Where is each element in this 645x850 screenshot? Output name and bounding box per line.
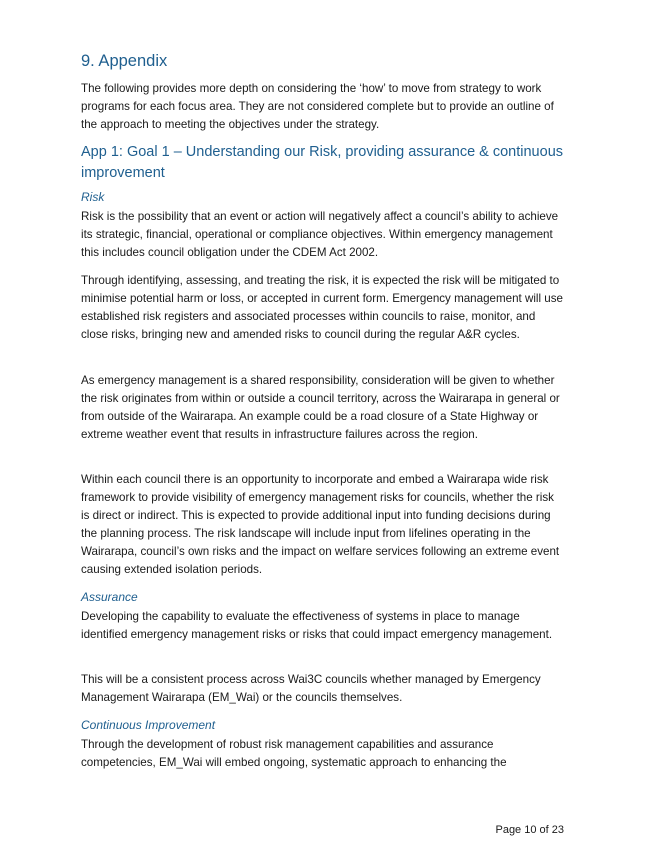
appendix-1-heading: App 1: Goal 1 – Understanding our Risk, providing assurance & continuous improvement xyxy=(81,144,564,181)
continuous-improvement-paragraph-1: Through the development of robust risk management capabilities and assurance competencies, EM_Wai will embed ongoing, systematic approach to enhancing the xyxy=(81,738,507,770)
assurance-paragraph-2: This will be a consistent process across Wai3C councils whether managed by Emergency Management Wairarapa (EM_Wai) or the councils themselves. xyxy=(81,673,541,705)
risk-paragraph-4: Within each council there is an opportunity to incorporate and embed a Wairarapa wide risk framework to provide visibility of emergency management risks for councils, whether the risk is direct or indirect. This is expected to provide additional input into funding decisions during the planning process. The risk landscape will include input from lifelines operating in the Wairarapa, council’s own risks and the impact on welfare services following an extreme event causing extended isolation periods. xyxy=(81,473,560,577)
page-number: Page 10 of 23 xyxy=(495,824,564,836)
continuous-improvement-heading: Continuous Improvement xyxy=(81,718,216,732)
risk-heading: Risk xyxy=(81,190,105,204)
risk-paragraph-3: As emergency management is a shared responsibility, consideration will be given to whether the risk originates from within or outside a council territory, across the Wairarapa in general or from outside of the Wairarapa. An example could be a road closure of a State Highway or extreme weather event that results in infrastructure failures across the region. xyxy=(81,374,560,442)
intro-paragraph: The following provides more depth on considering the ‘how’ to move from strategy to work programs for each focus area. They are not considered complete but to provide an outline of the approach to meeting the objectives under the strategy. xyxy=(81,82,554,132)
assurance-paragraph-1: Developing the capability to evaluate the effectiveness of systems in place to manage identified emergency management risks or risks that could impact emergency management. xyxy=(81,610,553,642)
assurance-heading: Assurance xyxy=(81,590,138,604)
risk-paragraph-1: Risk is the possibility that an event or action will negatively affect a council’s ability to achieve its strategic, financial, operational or compliance objectives. Within emergency management this includes council obligation under the CDEM Act 2002. xyxy=(81,210,559,260)
risk-paragraph-2: Through identifying, assessing, and treating the risk, it is expected the risk will be mitigated to minimise potential harm or loss, or accepted in current form. Emergency management will use established risk registers and associated processes within councils to raise, monitor, and close risks, bringing new and amended risks to council during the regular A&R cycles. xyxy=(81,274,563,342)
section-heading: 9. Appendix xyxy=(81,52,168,70)
